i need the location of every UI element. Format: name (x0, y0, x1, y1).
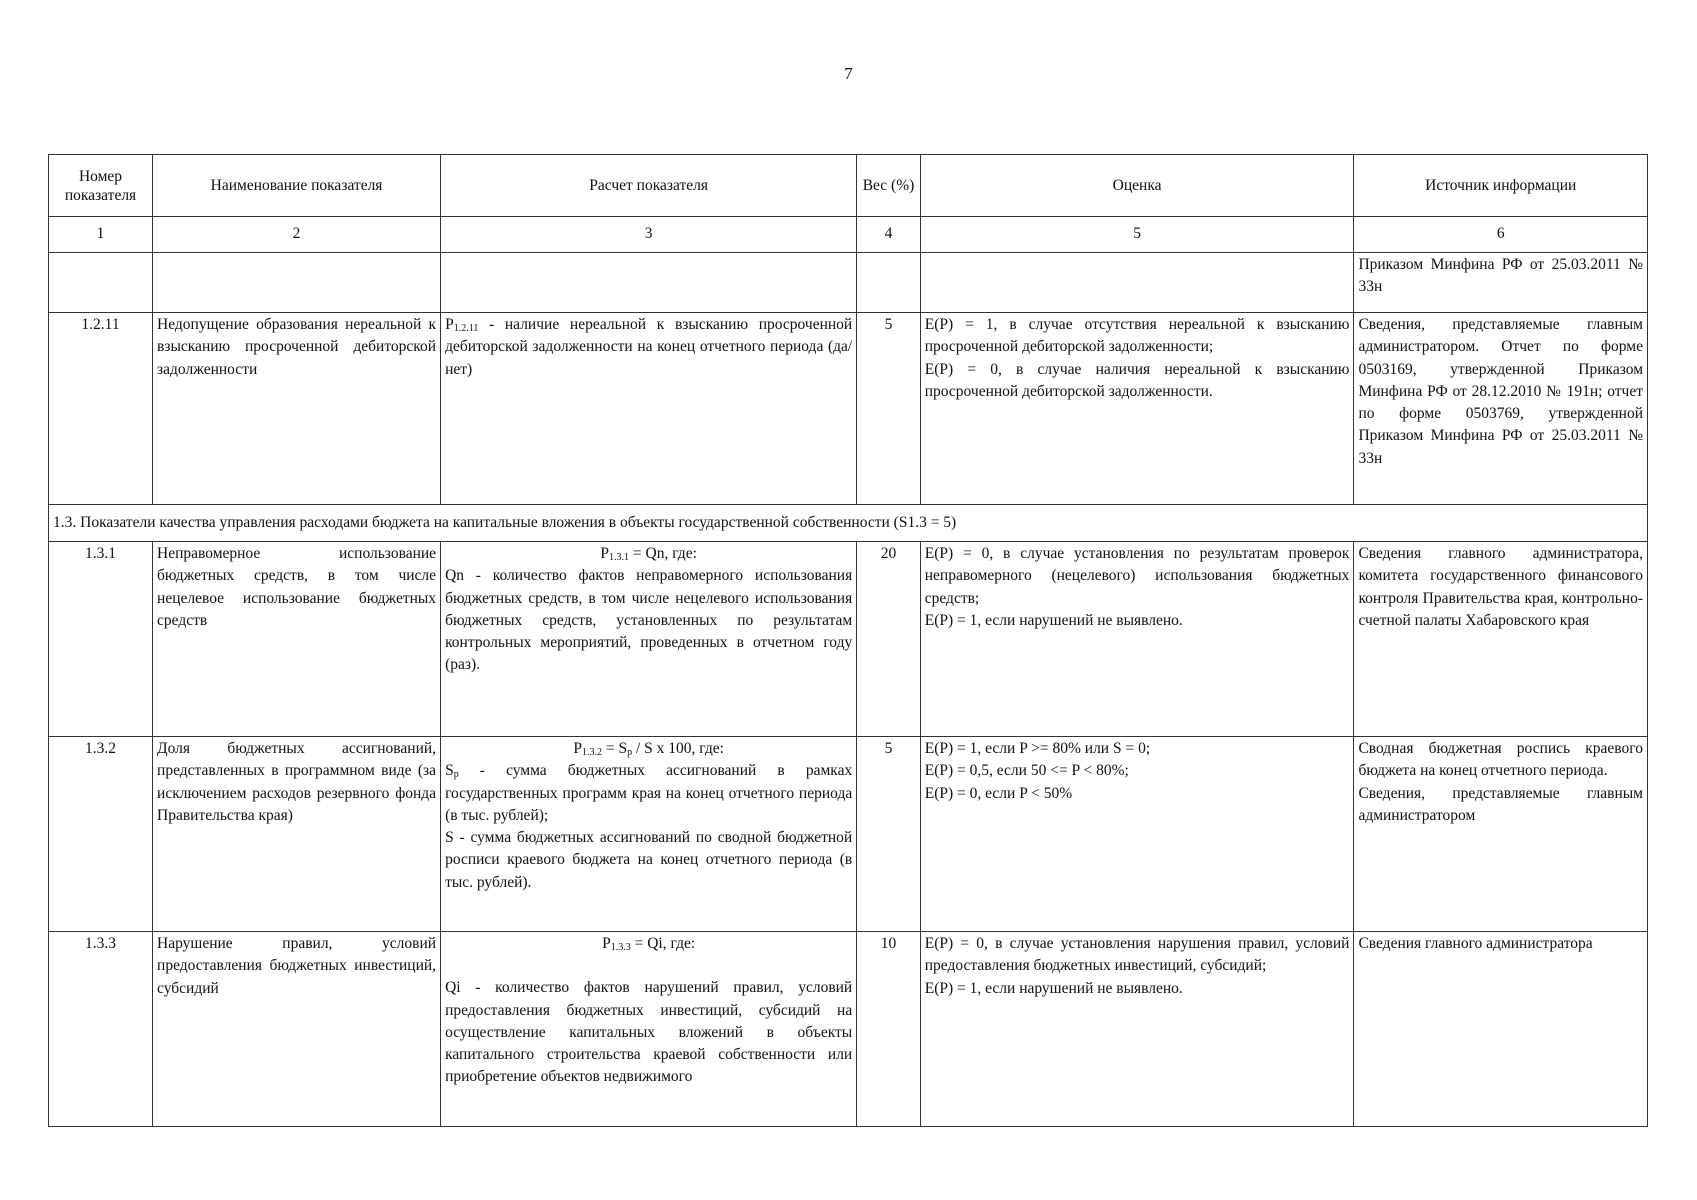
formula-subscript: 1.3.1 (609, 552, 630, 563)
indicator-name: Неправомерное использование бюджетных средств, в том числе нецелевое использование бюджетных средств (153, 542, 441, 737)
formula-rest: = S (601, 740, 628, 757)
indicator-score (920, 737, 1354, 932)
formula-subscript: 1.3.2 (581, 747, 602, 758)
indicator-source: Сведения, представляемые главным администратором. Отчет по форме 0503169, утвержденной Приказом Минфина РФ от 28.12.2010 № 191н; отчет по форме 0503769, утвержденной Приказом Минфина РФ от 25.03.2011 № 33н (1354, 313, 1648, 505)
formula (445, 933, 852, 955)
indicator-number: 1.2.11 (49, 313, 153, 505)
table-row (49, 737, 1648, 932)
score-line: E(P) = 0, в случае установления нарушения правил, условий предоставления бюджетных инвестиций, субсидий; (924, 935, 1350, 975)
section-heading-row (49, 505, 1648, 542)
indicator-weight: 10 (857, 932, 921, 1127)
indicator-number: 1.3.1 (49, 542, 153, 737)
column-number: 1 (49, 217, 153, 253)
indicator-source: Сведения главного администратора, комитета государственного финансового контроля Правительства края, контрольно-счетной палаты Хабаровского края (1354, 542, 1648, 737)
calculation-text: S - сумма бюджетных ассигнований по сводной бюджетной росписи краевого бюджета на конец отчетного периода (в тыс. рублей). (445, 829, 853, 891)
score-line: E(P) = 1, если нарушений не выявлено. (924, 979, 1183, 997)
calculation-text: Qn - количество фактов неправомерного использования бюджетных средств, в том числе нецелевого использования бюджетных средств, установленных по результатам контрольных мероприятий, проведенных в отчетном году (раз). (445, 567, 853, 674)
indicator-number: 1.3.2 (49, 737, 153, 932)
formula-symbol: P (600, 545, 610, 562)
formula-subscript: p (627, 747, 633, 758)
column-number: 3 (441, 217, 857, 253)
score-line: E(P) = 1, если P >= 80% или S = 0; (924, 740, 1151, 757)
column-number: 6 (1354, 217, 1648, 253)
formula (445, 543, 852, 565)
formula-rest: = Qi, где: (630, 935, 696, 952)
indicator-name: Недопущение образования нереальной к взысканию просроченной дебиторской задолженности (153, 313, 441, 505)
formula-symbol: P (602, 935, 611, 952)
table-cell (153, 253, 441, 313)
score-line: E(P) = 1, если нарушений не выявлено. (924, 611, 1183, 629)
column-header-calculation: Расчет показателя (441, 155, 857, 217)
source-line: Сводная бюджетная роспись краевого бюджета на конец отчетного периода. (1358, 740, 1643, 780)
formula (445, 738, 852, 760)
table-cell (857, 253, 921, 313)
indicator-source (1354, 737, 1648, 932)
score-line: E(P) = 1, в случае отсутствия нереальной к взысканию просроченной дебиторской задолженности; (924, 316, 1350, 356)
table-cell (441, 253, 857, 313)
source-cell: Приказом Минфина РФ от 25.03.2011 № 33н (1354, 253, 1648, 313)
formula-subscript: 1.3.3 (610, 942, 631, 953)
calculation-text: - наличие нереальной к взысканию просроченной дебиторской задолженности на конец отчетного периода (да/нет) (445, 316, 853, 378)
formula-symbol: P (445, 316, 454, 333)
formula-symbol: P (573, 740, 582, 757)
column-number: 2 (153, 217, 441, 253)
indicator-score (920, 542, 1354, 737)
indicator-source: Сведения главного администратора (1354, 932, 1648, 1127)
indicator-calculation (441, 932, 857, 1127)
page-number: 7 (844, 64, 853, 83)
score-line: E(P) = 0, если P < 50% (924, 784, 1073, 802)
indicator-name: Доля бюджетных ассигнований, представленных в программном виде (за исключением расходов резервного фонда Правительства края) (153, 737, 441, 932)
section-heading: 1.3. Показатели качества управления расходами бюджета на капитальные вложения в объекты государственной собственности (S1.3 = 5) (49, 505, 1648, 542)
column-header-weight: Вес (%) (857, 155, 921, 217)
formula-subscript: 1.2.11 (453, 323, 479, 334)
table-cell (920, 253, 1354, 313)
column-header-number: Номер показателя (49, 155, 153, 217)
indicator-weight: 5 (857, 737, 921, 932)
column-number: 4 (857, 217, 921, 253)
column-number: 5 (920, 217, 1354, 253)
formula-rest: = Qn, где: (629, 545, 697, 562)
table-row (49, 313, 1648, 505)
calculation-text-part: - сумма бюджетных ассигнований в рамках государственных программ края на конец отчетного периода (в тыс. рублей); (445, 762, 853, 824)
table-row (49, 932, 1648, 1127)
formula-rest: / S x 100, где: (632, 740, 724, 757)
formula-symbol: S (445, 762, 454, 780)
table-cell (49, 253, 153, 313)
indicator-score (920, 932, 1354, 1127)
column-header-source: Источник информации (1354, 155, 1648, 217)
continuation-row (49, 253, 1648, 313)
indicator-weight: 5 (857, 313, 921, 505)
indicator-calculation (441, 542, 857, 737)
formula-subscript: p (453, 769, 459, 781)
score-line: E(P) = 0, в случае наличия нереальной к взысканию просроченной дебиторской задолженности. (924, 360, 1350, 400)
score-line: E(P) = 0, в случае установления по результатам проверок неправомерного (нецелевого) использования бюджетных средств; (924, 545, 1350, 607)
column-number-row (49, 217, 1648, 253)
indicator-calculation (441, 313, 857, 505)
indicators-table (48, 154, 1648, 1127)
source-line: Сведения, представляемые главным администратором (1358, 784, 1643, 824)
table-header-row (49, 155, 1648, 217)
indicator-score (920, 313, 1354, 505)
calculation-text (445, 760, 852, 827)
score-line: E(P) = 0,5, если 50 <= P < 80%; (924, 762, 1129, 780)
indicator-weight: 20 (857, 542, 921, 737)
indicator-name: Нарушение правил, условий предоставления бюджетных инвестиций, субсидий (153, 932, 441, 1127)
calculation-text: Qi - количество фактов нарушений правил, условий предоставления бюджетных инвестиций, субсидий на осуществление капитальных вложений в объекты капитального строительства краевой собственности или приобретение объектов недвижимого (445, 979, 853, 1086)
indicator-number: 1.3.3 (49, 932, 153, 1127)
column-header-name: Наименование показателя (153, 155, 441, 217)
indicator-calculation (441, 737, 857, 932)
column-header-score: Оценка (920, 155, 1354, 217)
table-row (49, 542, 1648, 737)
